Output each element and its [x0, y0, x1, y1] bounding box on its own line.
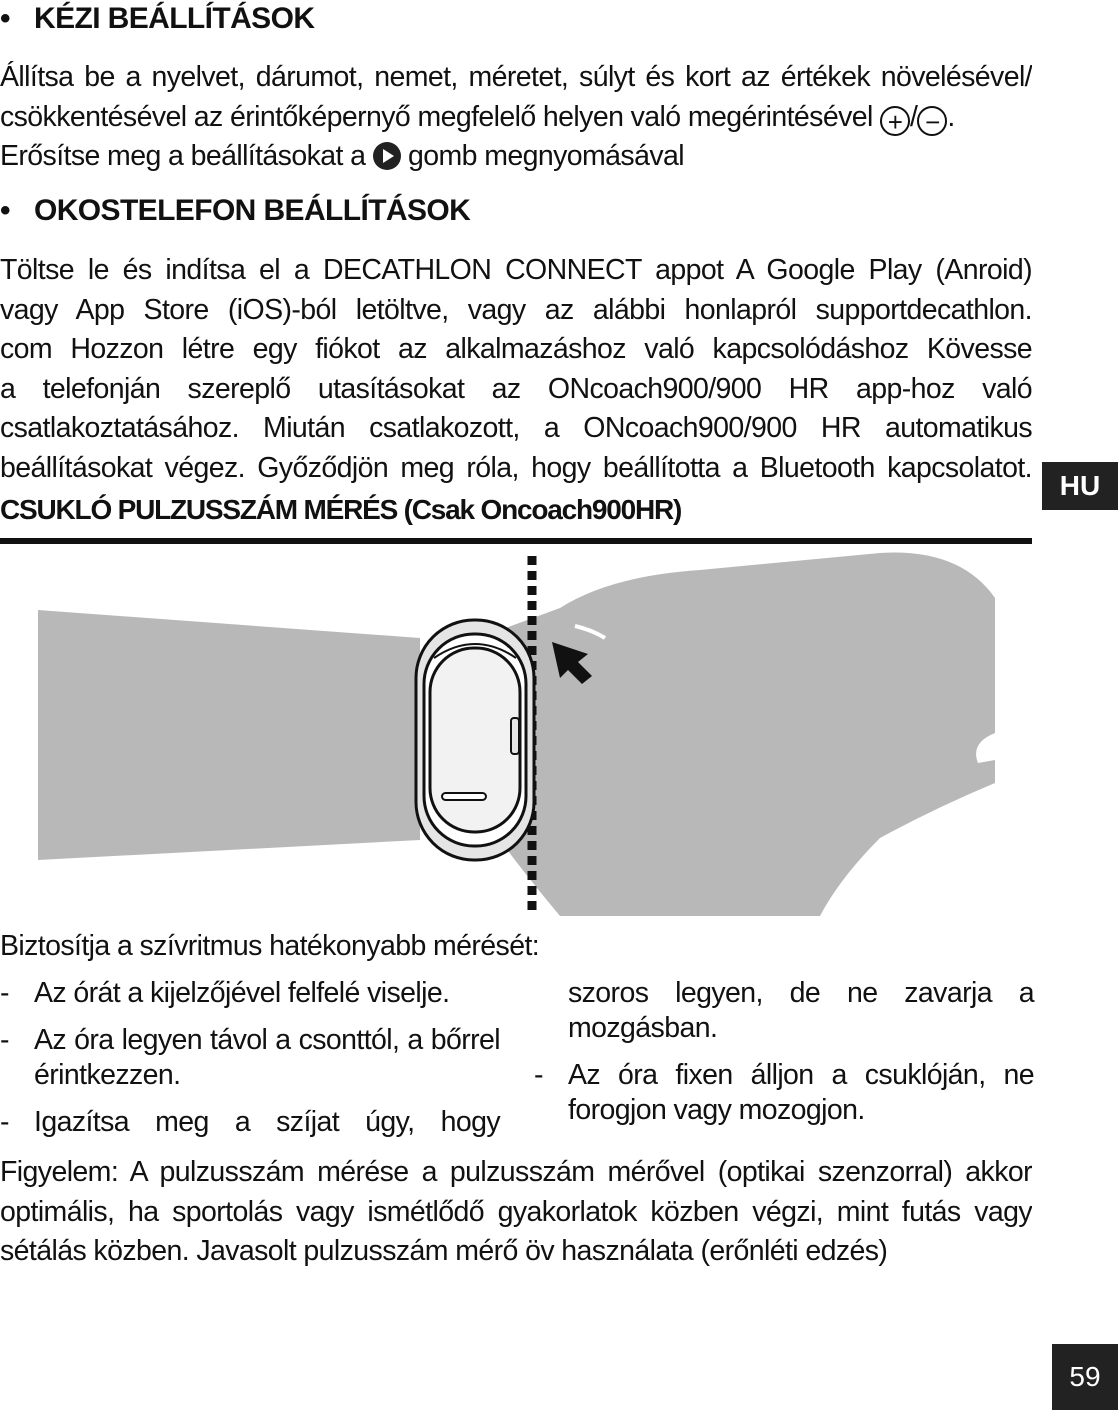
paragraph-line: Töltse le és indítsa el a DECATHLON CONNECT appot A Google Play (Anroid) [0, 254, 1032, 286]
heading-smartphone-settings [0, 194, 470, 228]
note-paragraph [0, 1153, 1032, 1272]
dash: - [0, 977, 9, 1009]
list-item-text: Az óra fixen álljon a csuklóján, ne forogjon vagy mozogjon. [568, 1059, 1034, 1126]
bullet: • [0, 194, 10, 227]
language-tab: HU [1042, 462, 1118, 510]
page-number: 59 [1052, 1344, 1118, 1410]
heading-wrist-hr: CSUKLÓ PULZUSSZÁM MÉRÉS (Csak Oncoach900HR) [0, 494, 682, 525]
list-item-text: Az óra legyen távol a csonttól, a bőrrel érintkezzen. [34, 1024, 500, 1091]
heading-text: KÉZI BEÁLLÍTÁSOK [34, 2, 315, 35]
smartphone-settings-paragraph [0, 251, 1032, 488]
paragraph-line [0, 98, 1032, 138]
manual-settings-paragraph [0, 58, 1032, 177]
play-pause-button-icon [373, 142, 401, 170]
paragraph-line: a telefonján szereplő utasításokat az ONcoach900/900 HR app-hoz való [0, 372, 1032, 405]
list-item [0, 1023, 500, 1093]
period: . [947, 100, 955, 133]
paragraph-line [0, 137, 1032, 177]
plus-circle-icon: + [880, 106, 910, 136]
paragraph-line: beállításokat végez. Győződjön meg róla, hogy beállította a Bluetooth kapcsolatot. [0, 451, 1032, 484]
list-item [0, 1105, 500, 1140]
list-item-text: szoros legyen, de ne zavarja a mozgásban. [568, 977, 1034, 1044]
minus-circle-icon: − [917, 106, 947, 136]
tips-right-column [534, 976, 1034, 1128]
line-text: gomb megnyomásával [408, 140, 684, 172]
divider-line [0, 538, 1032, 544]
list-item [0, 976, 500, 1011]
slash: / [910, 100, 918, 133]
paragraph-line: com Hozzon létre egy fiókot az alkalmazáshoz való kapcsolódáshoz Kövesse [0, 333, 1032, 365]
tips-left-column [0, 976, 500, 1140]
paragraph-line: optimális, ha sportolás vagy ismétlődő gyakorlatok közben végzi, mint futás vagy [0, 1195, 1032, 1228]
list-item-text: Igazítsa meg a szíjat úgy, hogy [34, 1106, 500, 1138]
heading-manual-settings [0, 2, 314, 36]
list-item [534, 976, 1034, 1046]
heading-text: OKOSTELEFON BEÁLLÍTÁSOK [34, 194, 471, 227]
bullet: • [0, 2, 10, 35]
paragraph-line: Állítsa be a nyelvet, dárumot, nemet, méretet, súlyt és kort az értékek növelésével/ [0, 61, 1032, 93]
dash: - [0, 1024, 9, 1056]
paragraph-line: csatlakoztatásához. Miután csatlakozott, a ONcoach900/900 HR automatikus [0, 412, 1032, 444]
arm-shape [38, 610, 420, 860]
hr-intro: Biztosítja a szívritmus hatékonyabb mérését: [0, 930, 540, 962]
line-text: Erősítse meg a beállításokat a [0, 140, 366, 172]
list-item-text: Az órát a kijelzőjével felfelé viselje. [34, 977, 450, 1009]
line-text: csökkentésével az érintőképernyő megfelelő helyen való megérintésével [0, 100, 873, 133]
wrist-watch-illustration [0, 548, 1032, 920]
list-item [534, 1058, 1034, 1128]
paragraph-line: Figyelem: A pulzusszám mérése a pulzusszám mérővel (optikai szenzorral) akkor [0, 1156, 1032, 1188]
paragraph-line: sétálás közben. Javasolt pulzusszám mérő öv használata (erőnléti edzés) [0, 1235, 888, 1267]
dash: - [534, 1059, 543, 1091]
paragraph-line: vagy App Store (iOS)-ból letöltve, vagy az alábbi honlapról supportdecathlon. [0, 293, 1032, 326]
hand-shape [500, 553, 995, 916]
dash: - [0, 1106, 9, 1138]
